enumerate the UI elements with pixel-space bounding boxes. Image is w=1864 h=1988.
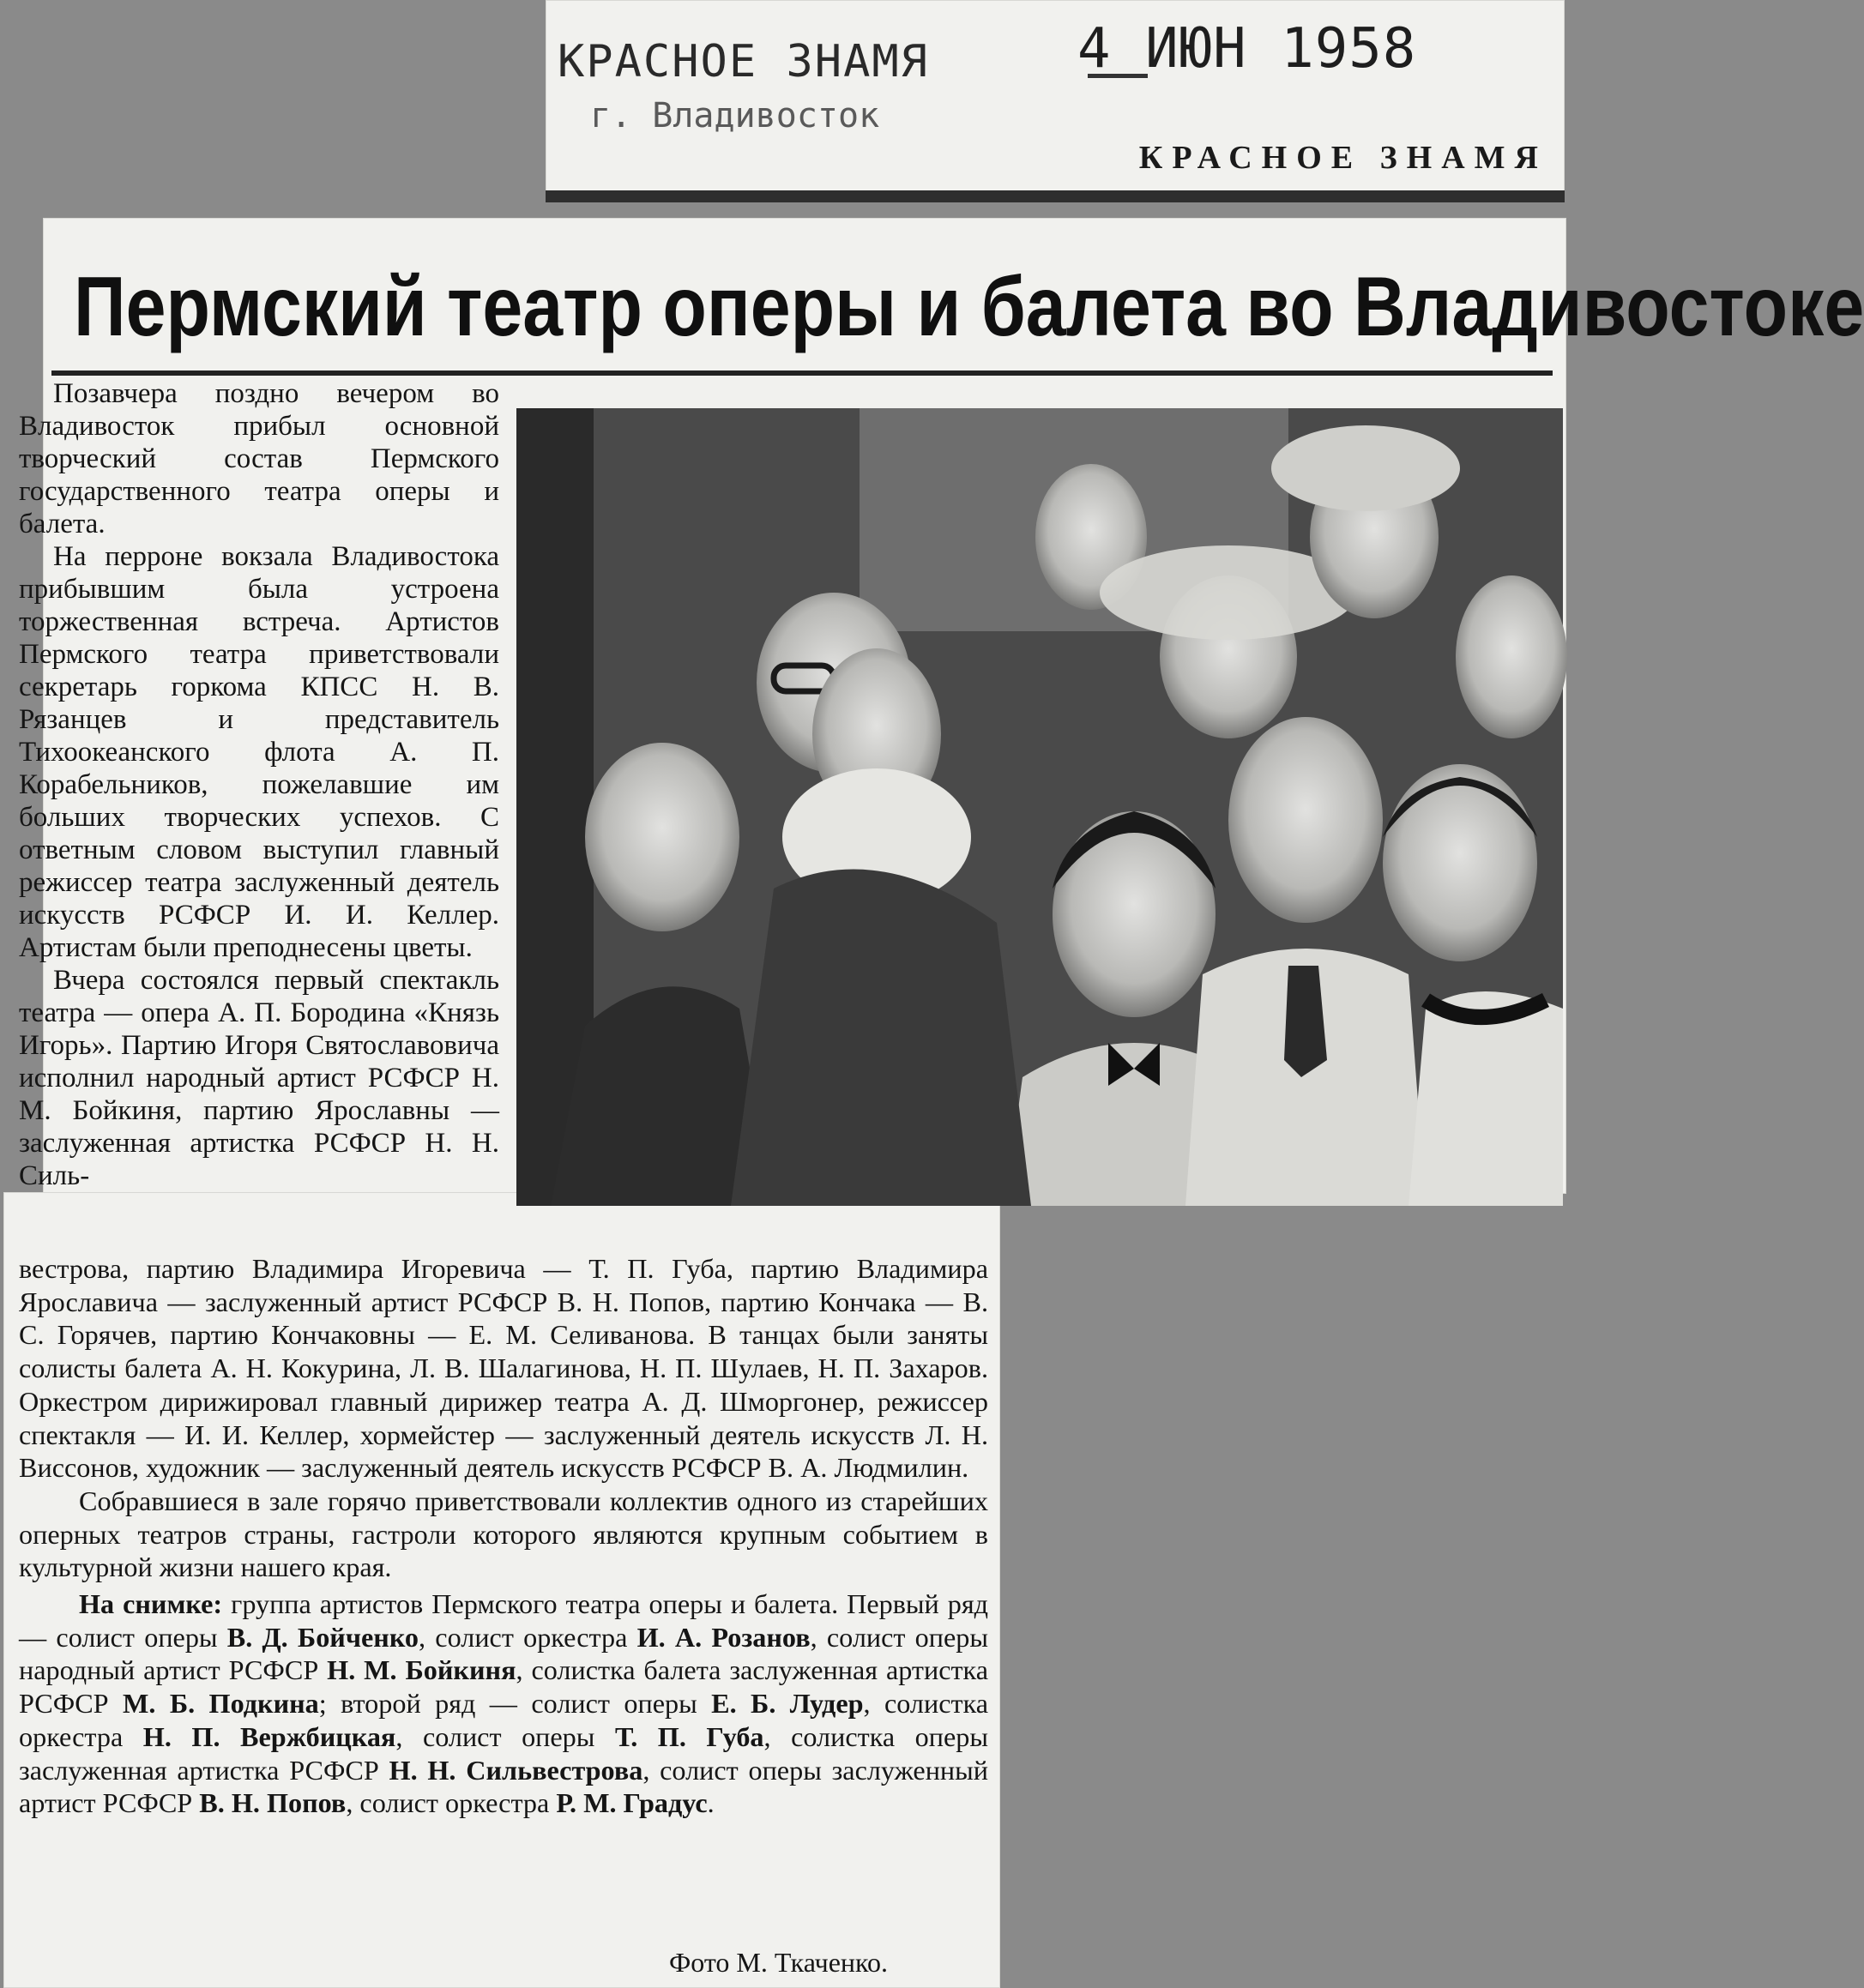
stamp-paper-name: КРАСНОЕ ЗНАМЯ — [558, 36, 929, 87]
paragraph: Позавчера поздно вечером во Владивосток прибыл основной творческий состав Пермского государственного театра оперы и балета. — [19, 378, 499, 539]
header-clipping — [546, 0, 1565, 202]
paragraph: На перроне вокзала Владивостока прибывшим была устроена торжественная встреча. Артистов Пермского театра приветствовали секретарь горкома КПСС Н. В. Рязанцев и представитель Тихоокеанского флота А. П. Корабельников, пожелавшие им больших творческих успехов. С ответным словом выступил главный режиссер театра заслуженный деятель искусств РСФСР И. И. Келлер. Артистам были преподнесены цветы. — [19, 541, 499, 963]
article-column-lower — [19, 1252, 988, 1820]
photo-caption: На снимке: группа артистов Пермского театра оперы и балета. Первый ряд — солист оперы В. Д. Бойченко, солист оркестра И. А. Розанов, солист оперы народный артист РСФСР Н. М. Бойкиня, солистка балета заслуженная артистка РСФСР М. Б. Подкина; второй ряд — солист оперы Е. Б. Лудер, солистка оркестра Н. П. Вержбицкая, солист оперы Т. П. Губа, солистка оперы заслуженная артистка РСФСР Н. Н. Сильвестрова, солист оперы заслуженный артист РСФСР В. Н. Попов, солист оркестра Р. М. Градус. — [19, 1588, 989, 1819]
caption-name: Е. Б. Лудер — [711, 1688, 864, 1720]
caption-name: В. Д. Бойченко — [226, 1621, 419, 1653]
paragraph: вестрова, партию Владимира Игоревича — Т. П. Губа, партию Владимира Ярославича — заслуженный артист РСФСР В. Н. Попов, партию Кончака — В. С. Горячев, партию Кончаковны — Е. М. Селиванова. В танцах были заняты солисты балета А. Н. Кокурина, Л. В. Шалагинова, Н. П. Шулаев, Н. П. Захаров. Оркестром дирижировал главный дирижер театра А. Д. Шморгонер, режиссер спектакля — И. И. Келлер, хормейстер — заслуженный деятель искусств Л. Н. Виссонов, художник — заслуженный деятель искусств РСФСР В. А. Людмилин. — [19, 1253, 988, 1484]
paragraph: Собравшиеся в зале горячо приветствовали коллектив одного из старейших оперных театров страны, гастроли которого являются крупным событием в культурной жизни нашего края. — [19, 1485, 988, 1583]
paragraph: Вчера состоялся первый спектакль театра — опера А. П. Бородина «Князь Игорь». Партию Игоря Святославовича исполнил народный артист РСФСР Н. М. Бойкиня, партию Ярославны — заслуженная артистка РСФСР Н. Н. Силь- — [19, 965, 499, 1191]
group-photo — [516, 408, 1563, 1206]
caption-name: Н. М. Бойкиня — [327, 1654, 516, 1686]
masthead: КРАСНОЕ ЗНАМЯ — [1138, 140, 1547, 176]
headline: Пермский театр оперы и балета во Владивостоке — [74, 259, 1864, 353]
photo-credit: Фото М. Ткаченко. — [669, 1947, 888, 1978]
caption-lead: На снимке: — [79, 1588, 223, 1620]
caption-name: Т. П. Губа — [614, 1720, 764, 1752]
caption-name: И. А. Розанов — [636, 1621, 811, 1653]
article-column-left — [19, 377, 499, 1192]
caption-name: В. Н. Попов — [199, 1787, 347, 1819]
group-photo-image — [516, 408, 1563, 1206]
stamp-date: 4 ИЮН 1958 — [1077, 17, 1417, 81]
caption-name: Р. М. Градус — [556, 1787, 708, 1819]
stamp-city: г. Владивосток — [590, 96, 880, 136]
caption-name: М. Б. Подкина — [122, 1688, 319, 1720]
headline-rule — [51, 370, 1553, 376]
caption-name: Н. П. Вержбицкая — [142, 1720, 396, 1752]
header-divider — [546, 190, 1565, 202]
caption-name: Н. Н. Сильвестрова — [389, 1754, 643, 1786]
